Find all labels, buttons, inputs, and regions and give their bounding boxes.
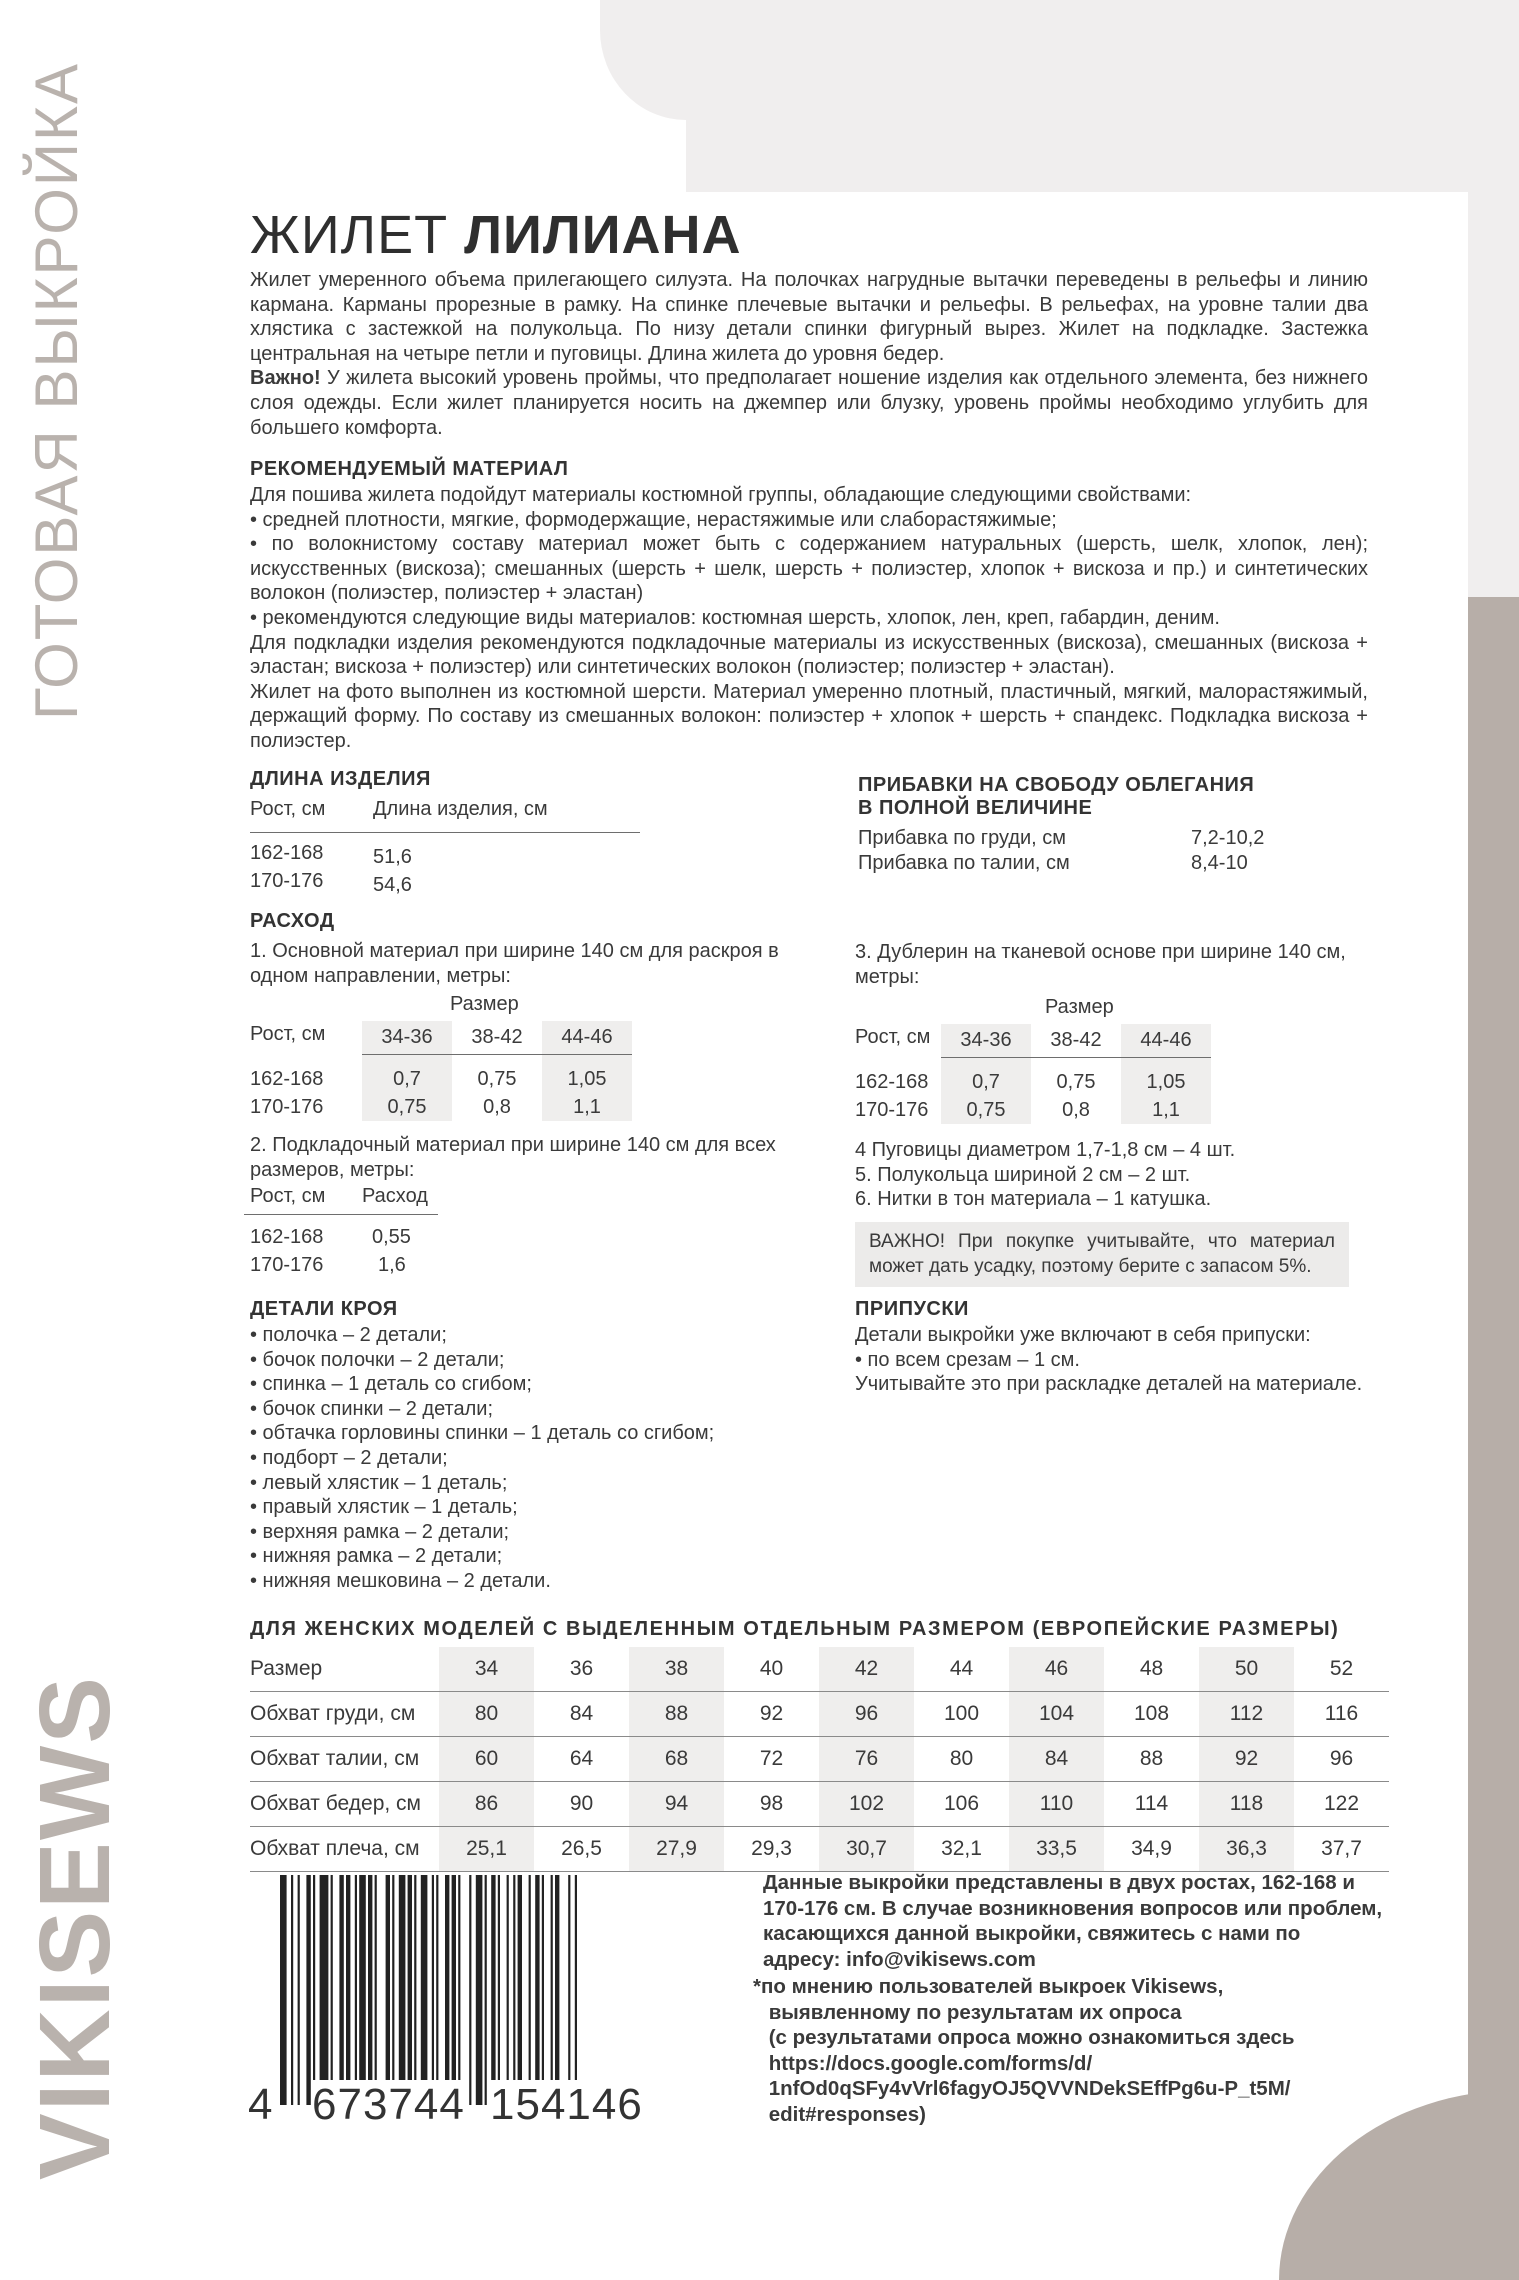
size-chart-cell: 96 xyxy=(1294,1737,1389,1782)
details-item: • левый хлястик – 1 деталь; xyxy=(250,1471,508,1494)
ease-value: 7,2-10,2 xyxy=(1191,827,1265,849)
details-item: • верхняя рамка – 2 детали; xyxy=(250,1520,510,1543)
value-cell: 0,75 xyxy=(362,1093,452,1121)
consumption-heading: РАСХОД xyxy=(250,910,335,932)
footer-info xyxy=(753,1870,1383,2127)
size-chart-cell: 30,7 xyxy=(819,1827,914,1872)
length-value: 54,6 xyxy=(373,874,412,897)
size-caption: Размер xyxy=(450,993,519,1016)
size-chart-cell: 84 xyxy=(534,1692,629,1737)
size-chart-cell: 38 xyxy=(629,1647,724,1692)
size-chart-cell: 72 xyxy=(724,1737,819,1782)
length-height: 170-176 xyxy=(250,870,324,893)
barcode-bar xyxy=(408,1875,412,2105)
survey-line: 1nfOd0qSFy4vVrl6fagyOJ5QVVNDekSEffPg6u-P_t5M/ xyxy=(763,2077,1291,2100)
barcode-bar xyxy=(498,1875,500,2105)
value-cell: 0,8 xyxy=(483,1095,511,1118)
size-chart-cell: 64 xyxy=(534,1737,629,1782)
length-value: 51,6 xyxy=(373,845,412,868)
height-header: Рост, см xyxy=(244,1182,356,1215)
barcode-bar xyxy=(306,1875,310,2105)
barcode-bar xyxy=(458,1875,460,2105)
size-chart-cell: 60 xyxy=(439,1737,534,1782)
ease-label: Прибавка по талии, см xyxy=(858,851,1070,874)
material-heading: РЕКОМЕНДУЕМЫЙ МАТЕРИАЛ xyxy=(250,458,569,480)
value-cell: 1,1 xyxy=(1121,1096,1211,1124)
important-label: Важно! xyxy=(250,367,321,390)
details-item: • нижняя мешковина – 2 детали. xyxy=(250,1569,551,1592)
barcode-bar xyxy=(575,1875,577,2105)
barcode-bar xyxy=(535,1875,539,2105)
barcode-bar xyxy=(452,1875,456,2105)
size-chart-cell: 34 xyxy=(439,1647,534,1692)
details-item: • подборт – 2 детали; xyxy=(250,1446,448,1469)
value-cell: 0,75 xyxy=(941,1096,1031,1124)
barcode-bar xyxy=(355,1875,357,2105)
size-chart-cell: 122 xyxy=(1294,1782,1389,1827)
size-chart-section xyxy=(250,1618,1389,1872)
value-cell: 0,55 xyxy=(372,1225,411,1248)
size-chart-cell: 88 xyxy=(629,1692,724,1737)
size-chart-cell: 42 xyxy=(819,1647,914,1692)
size-chart-cell: 80 xyxy=(914,1737,1009,1782)
vertical-title: ГОТОВАЯ ВЫКРОЙКА xyxy=(23,61,90,720)
size-chart-cell: 80 xyxy=(439,1692,534,1737)
barcode-bar xyxy=(346,1875,350,2105)
barcode-bar xyxy=(542,1875,544,2105)
material-section xyxy=(250,458,1368,754)
extra-item: 5. Полукольца шириной 2 см – 2 шт. xyxy=(855,1163,1191,1186)
barcode-bar xyxy=(432,1875,434,2105)
barcode-bar xyxy=(507,1875,509,2105)
size-chart-cell: 26,5 xyxy=(534,1827,629,1872)
barcode-bar xyxy=(513,1875,515,2105)
barcode-digits-2: 673744 xyxy=(312,2080,465,2129)
barcode-bar xyxy=(421,1875,428,2105)
ease-section xyxy=(858,774,1264,875)
contact-info: Данные выкройки представлены в двух ростах, 162-168 и 170-176 см. В случае возникновения вопросов или проблем, касающихся данной выкройки, свяжитесь с нами по адресу: info@vikisews.com xyxy=(763,1871,1383,1971)
barcode-bar xyxy=(298,1875,300,2105)
value-cell: 1,05 xyxy=(1121,1058,1211,1097)
size-header: 38-42 xyxy=(452,1021,542,1055)
barcode-bar xyxy=(399,1875,406,2105)
size-header: 38-42 xyxy=(1031,1024,1121,1058)
material-line: Для подкладки изделия рекомендуются подкладочные материалы из искусственных (вискоза), смешанных (вискоза + эластан; вискоза + полиэстер) или синтетических волокон (полиэстер; полиэстер + эластан). xyxy=(250,631,1368,679)
dublerin-table xyxy=(849,1024,1211,1125)
details-item: • бочок спинки – 2 детали; xyxy=(250,1397,494,1420)
length-col-height: Рост, см xyxy=(250,798,326,820)
size-chart-cell: 40 xyxy=(724,1647,819,1692)
size-chart-cell: 108 xyxy=(1104,1692,1199,1737)
size-chart-cell: 114 xyxy=(1104,1782,1199,1827)
barcode-bar xyxy=(375,1875,377,2105)
shrinkage-note: ВАЖНО! При покупке учитывайте, что материал может дать усадку, поэтому берите с запасом 5%. xyxy=(855,1222,1349,1287)
details-section xyxy=(250,1298,714,1594)
size-chart-cell: 52 xyxy=(1294,1647,1389,1692)
details-item: • нижняя рамка – 2 детали; xyxy=(250,1545,503,1568)
barcode-bar xyxy=(331,1875,333,2105)
barcode-bar xyxy=(518,1875,522,2105)
length-height: 162-168 xyxy=(250,841,324,864)
size-chart-cell: 106 xyxy=(914,1782,1009,1827)
size-chart-cell: 98 xyxy=(724,1782,819,1827)
barcode-bar xyxy=(476,1875,483,2105)
size-chart-row xyxy=(250,1692,1389,1737)
size-chart-cell: 32,1 xyxy=(914,1827,1009,1872)
barcode-bar xyxy=(555,1875,559,2105)
important-text: У жилета высокий уровень проймы, что предполагает ношение изделия как отдельного элемента, без нижнего слоя одежды. Если жилет планируется носить на джемпер или блузку, уровень проймы необходимо углубить для большего комфорта. xyxy=(250,367,1368,439)
height-cell: 162-168 xyxy=(250,1225,324,1248)
size-chart-cell: 116 xyxy=(1294,1692,1389,1737)
details-item: • бочок полочки – 2 детали; xyxy=(250,1348,505,1371)
ease-heading: ПРИБАВКИ НА СВОБОДУ ОБЛЕГАНИЯ xyxy=(858,774,1255,796)
barcode-bar xyxy=(313,1875,315,2105)
size-chart-row-label: Размер xyxy=(250,1647,439,1692)
size-chart-cell: 29,3 xyxy=(724,1827,819,1872)
ease-value: 8,4-10 xyxy=(1191,851,1248,874)
allowances-section xyxy=(855,1298,1362,1397)
value-cell: 1,1 xyxy=(542,1093,632,1121)
height-cell: 170-176 xyxy=(250,1253,324,1276)
size-header: 44-46 xyxy=(542,1021,632,1055)
size-chart-row-label: Обхват талии, см xyxy=(250,1737,439,1782)
barcode-bar xyxy=(368,1875,372,2105)
title-light: ЖИЛЕТ xyxy=(250,205,449,265)
barcode-bar xyxy=(291,1875,293,2105)
size-header: 34-36 xyxy=(362,1021,452,1055)
size-chart-cell: 36,3 xyxy=(1199,1827,1294,1872)
allowances-line: • по всем срезам – 1 см. xyxy=(855,1348,1080,1371)
length-section xyxy=(250,768,640,898)
size-header: 34-36 xyxy=(941,1024,1031,1058)
barcode-bar xyxy=(568,1875,570,2105)
size-chart-row xyxy=(250,1782,1389,1827)
size-chart-cell: 44 xyxy=(914,1647,1009,1692)
size-chart-cell: 76 xyxy=(819,1737,914,1782)
size-chart-cell: 96 xyxy=(819,1692,914,1737)
size-chart-heading: ДЛЯ ЖЕНСКИХ МОДЕЛЕЙ С ВЫДЕЛЕННЫМ ОТДЕЛЬНЫМ РАЗМЕРОМ (ЕВРОПЕЙСКИЕ РАЗМЕРЫ) xyxy=(250,1618,1340,1640)
height-header: Рост, см xyxy=(250,1023,326,1046)
length-col-length: Длина изделия, см xyxy=(373,798,548,820)
size-chart-cell: 92 xyxy=(724,1692,819,1737)
size-chart-row xyxy=(250,1827,1389,1872)
details-item: • полочка – 2 детали; xyxy=(250,1324,447,1346)
details-item: • правый хлястик – 1 деталь; xyxy=(250,1496,518,1519)
height-cell: 162-168 xyxy=(250,1067,324,1090)
barcode-bar xyxy=(529,1875,531,2105)
barcode-bar xyxy=(414,1875,416,2105)
height-cell: 170-176 xyxy=(855,1098,929,1121)
material-line: • по волокнистому составу материал может быть с содержанием натуральных (шерсть, шелк, хлопок, лен); искусственных (вискоза); смешанных (шерсть + шелк, шерсть + полиэстер, хлопок + вискоза и пр.) и синтетических волокон (полиэстер, полиэстер + эластан) xyxy=(250,533,1368,605)
value-cell: 0,75 xyxy=(1056,1070,1096,1093)
size-chart-cell: 33,5 xyxy=(1009,1827,1104,1872)
value-cell: 1,6 xyxy=(378,1253,406,1276)
size-chart-cell: 112 xyxy=(1199,1692,1294,1737)
size-chart-cell: 84 xyxy=(1009,1737,1104,1782)
ease-label: Прибавка по груди, см xyxy=(858,827,1067,849)
size-chart-row-label: Обхват плеча, см xyxy=(250,1827,439,1872)
size-chart-cell: 94 xyxy=(629,1782,724,1827)
length-heading: ДЛИНА ИЗДЕЛИЯ xyxy=(250,768,431,790)
size-chart-cell: 90 xyxy=(534,1782,629,1827)
intro-block xyxy=(250,268,1368,440)
barcode-bar xyxy=(485,1875,487,2105)
allowances-line: Детали выкройки уже включают в себя припуски: xyxy=(855,1324,1311,1346)
size-chart-cell: 118 xyxy=(1199,1782,1294,1827)
barcode-bar xyxy=(339,1875,343,2105)
survey-line: выявленному по результатам их опроса xyxy=(763,2000,1182,2024)
barcode-bar xyxy=(436,1875,438,2105)
survey-line: edit#responses) xyxy=(763,2102,926,2126)
material-line: Для пошива жилета подойдут материалы костюмной группы, обладающие следующими свойствами: xyxy=(250,484,1192,506)
lining-col-header: Расход xyxy=(356,1182,438,1215)
lining-title: 2. Подкладочный материал при ширине 140 см для всех размеров, метры: xyxy=(250,1134,776,1181)
size-header: 44-46 xyxy=(1121,1024,1211,1058)
size-chart-row xyxy=(250,1647,1389,1692)
page-title xyxy=(250,200,742,270)
ease-heading-2: В ПОЛНОЙ ВЕЛИЧИНЕ xyxy=(858,797,1093,819)
survey-line: https://docs.google.com/forms/d/ xyxy=(763,2051,1093,2075)
consumption-section xyxy=(250,910,790,1279)
right-side-bar xyxy=(1468,597,1519,2280)
material-line: • рекомендуются следующие виды материалов: костюмная шерсть, хлопок, лен, креп, габардин, деним. xyxy=(250,606,1220,629)
size-chart-cell: 46 xyxy=(1009,1647,1104,1692)
material-line: Жилет на фото выполнен из костюмной шерсти. Материал умеренно плотный, пластичный, мягкий, малорастяжимый, держащий форму. По составу из смешанных волокон: полиэстер + хлопок + шерсть + спандекс. Подкладка вискоза + полиэстер. xyxy=(250,680,1368,752)
size-chart-cell: 110 xyxy=(1009,1782,1104,1827)
height-cell: 170-176 xyxy=(250,1095,324,1118)
allowances-heading: ПРИПУСКИ xyxy=(855,1298,969,1320)
value-cell: 0,7 xyxy=(362,1055,452,1094)
dublerin-title: 3. Дублерин на тканевой основе при ширине 140 см, метры: xyxy=(855,941,1346,988)
main-material-title: 1. Основной материал при ширине 140 см для раскроя в одном направлении, метры: xyxy=(250,940,779,987)
size-chart-cell: 88 xyxy=(1104,1737,1199,1782)
barcode-bar xyxy=(551,1875,553,2105)
height-header: Рост, см xyxy=(855,1026,931,1049)
allowances-line: Учитывайте это при раскладке деталей на материале. xyxy=(855,1373,1363,1396)
intro-text: Жилет умеренного объема прилегающего силуэта. На полочках нагрудные вытачки переведены в рельефы и линию кармана. Карманы прорезные в рамку. На спинке плечевые вытачки и рельефы. В рельефах, на уровне талии два хлястика с застежкой на полукольца. По низу детали спинки фигурный вырез. Жилет на подкладке. Застежка центральная на четыре петли и пуговицы. Длина жилета до уровня бедер. xyxy=(250,269,1368,365)
size-chart-cell: 27,9 xyxy=(629,1827,724,1872)
size-chart-cell: 92 xyxy=(1199,1737,1294,1782)
barcode-bar xyxy=(445,1875,449,2105)
size-chart-table xyxy=(250,1647,1389,1872)
size-chart-cell: 37,7 xyxy=(1294,1827,1389,1872)
value-cell: 0,7 xyxy=(941,1058,1031,1097)
barcode-digits-3: 154146 xyxy=(490,2080,643,2129)
size-chart-row xyxy=(250,1737,1389,1782)
extra-item: 6. Нитки в тон материала – 1 катушка. xyxy=(855,1188,1212,1211)
material-line: • средней плотности, мягкие, формодержащие, нерастяжимые или слаборастяжимые; xyxy=(250,508,1057,531)
barcode-bar xyxy=(320,1875,329,2105)
barcode-digit-1: 4 xyxy=(248,2080,274,2129)
size-caption: Размер xyxy=(1045,996,1114,1019)
details-item: • спинка – 1 деталь со сгибом; xyxy=(250,1373,532,1396)
survey-line: (с результатами опроса можно ознакомиться здесь xyxy=(763,2026,1295,2049)
size-chart-cell: 104 xyxy=(1009,1692,1104,1737)
details-heading: ДЕТАЛИ КРОЯ xyxy=(250,1298,398,1320)
height-cell: 162-168 xyxy=(855,1070,929,1093)
barcode xyxy=(280,1875,680,2105)
barcode-bar xyxy=(392,1875,394,2105)
value-cell: 0,75 xyxy=(477,1067,517,1090)
barcode-bar xyxy=(359,1875,366,2105)
extra-item: 4 Пуговицы диаметром 1,7-1,8 см – 4 шт. xyxy=(855,1139,1236,1162)
size-chart-cell: 34,9 xyxy=(1104,1827,1199,1872)
size-chart-cell: 48 xyxy=(1104,1647,1199,1692)
size-chart-cell: 86 xyxy=(439,1782,534,1827)
brand-logo: VIKISEWS xyxy=(19,1675,131,2180)
size-chart-row-label: Обхват бедер, см xyxy=(250,1782,439,1827)
size-chart-row-label: Обхват груди, см xyxy=(250,1692,439,1737)
details-item: • обтачка горловины спинки – 1 деталь со сгибом; xyxy=(250,1422,715,1445)
value-cell: 1,05 xyxy=(542,1055,632,1094)
size-chart-cell: 100 xyxy=(914,1692,1009,1737)
size-chart-cell: 25,1 xyxy=(439,1827,534,1872)
size-chart-cell: 50 xyxy=(1199,1647,1294,1692)
size-chart-cell: 102 xyxy=(819,1782,914,1827)
barcode-bar xyxy=(469,1875,471,2105)
size-chart-cell: 36 xyxy=(534,1647,629,1692)
survey-line: *по мнению пользователей выкроек Vikisews, xyxy=(753,1975,1224,1998)
barcode-bar xyxy=(386,1875,390,2105)
barcode-bar xyxy=(280,1875,287,2105)
dublerin-section xyxy=(855,940,1375,1287)
title-bold: ЛИЛИАНА xyxy=(464,205,742,265)
main-material-table xyxy=(244,1021,632,1122)
lining-table xyxy=(244,1182,438,1279)
value-cell: 0,8 xyxy=(1062,1098,1090,1121)
size-chart-cell: 68 xyxy=(629,1737,724,1782)
barcode-bar xyxy=(491,1875,495,2105)
